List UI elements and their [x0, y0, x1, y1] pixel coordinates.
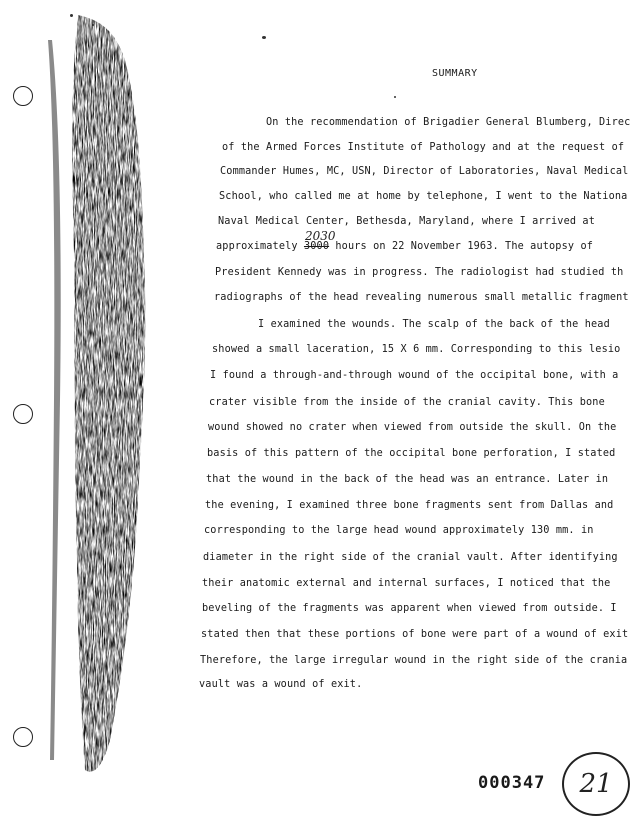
handwritten-insertion: 2030: [305, 229, 336, 243]
body-line: basis of this pattern of the occipital bone perforation, I stated: [207, 448, 616, 459]
body-line: School, who called me at home by telephone, I went to the Nationa: [219, 191, 628, 202]
body-line: vault was a wound of exit.: [199, 679, 363, 690]
body-line: [216, 241, 593, 252]
body-line: crater visible from the inside of the cranial cavity. This bone: [209, 397, 605, 408]
body-line: beveling of the fragments was apparent when viewed from outside. I: [202, 603, 617, 614]
body-line: President Kennedy was in progress. The radiologist had studied th: [215, 267, 624, 278]
body-line: that the wound in the back of the head was an entrance. Later in: [206, 474, 609, 485]
dust-speck: [394, 96, 396, 98]
body-line: wound showed no crater when viewed from outside the skull. On the: [208, 422, 617, 433]
punch-hole: [13, 404, 33, 424]
body-line: radiographs of the head revealing numerous small metallic fragment: [214, 292, 629, 303]
line-segment: approximately: [216, 241, 304, 252]
body-line: I found a through-and-through wound of the occipital bone, with a: [210, 370, 619, 381]
copy-smudge: [30, 0, 180, 780]
body-line: showed a small laceration, 15 X 6 mm. Corresponding to this lesio: [212, 344, 621, 355]
body-line: Naval Medical Center, Bethesda, Maryland, where I arrived at: [218, 216, 596, 227]
document-title: SUMMARY: [432, 68, 478, 79]
circled-number-text: 21: [579, 769, 613, 799]
body-line: On the recommendation of Brigadier General Blumberg, Direc: [266, 117, 631, 128]
body-line: I examined the wounds. The scalp of the back of the head: [258, 319, 610, 330]
dust-speck: [70, 14, 73, 17]
line-segment: hours on 22 November 1963. The autopsy of: [329, 241, 594, 252]
dust-speck: [92, 24, 94, 26]
punch-hole: [13, 86, 33, 106]
circled-page-number: [562, 752, 630, 816]
body-line: Therefore, the large irregular wound in the right side of the crania: [200, 655, 628, 666]
body-line: their anatomic external and internal surfaces, I noticed that the: [202, 578, 611, 589]
body-line: corresponding to the large head wound approximately 130 mm. in: [204, 525, 594, 536]
body-line: of the Armed Forces Institute of Pathology and at the request of: [222, 142, 625, 153]
dust-speck: [262, 36, 266, 39]
punch-hole: [13, 727, 33, 747]
body-line: diameter in the right side of the cranial vault. After identifying: [203, 552, 618, 563]
body-line: the evening, I examined three bone fragments sent from Dallas and: [205, 500, 614, 511]
struck-out-time: 3000: [303, 241, 330, 252]
body-line: Commander Humes, MC, USN, Director of Laboratories, Naval Medical: [220, 166, 629, 177]
document-number: 000347: [478, 773, 546, 793]
body-line: stated then that these portions of bone were part of a wound of exit: [201, 629, 629, 640]
